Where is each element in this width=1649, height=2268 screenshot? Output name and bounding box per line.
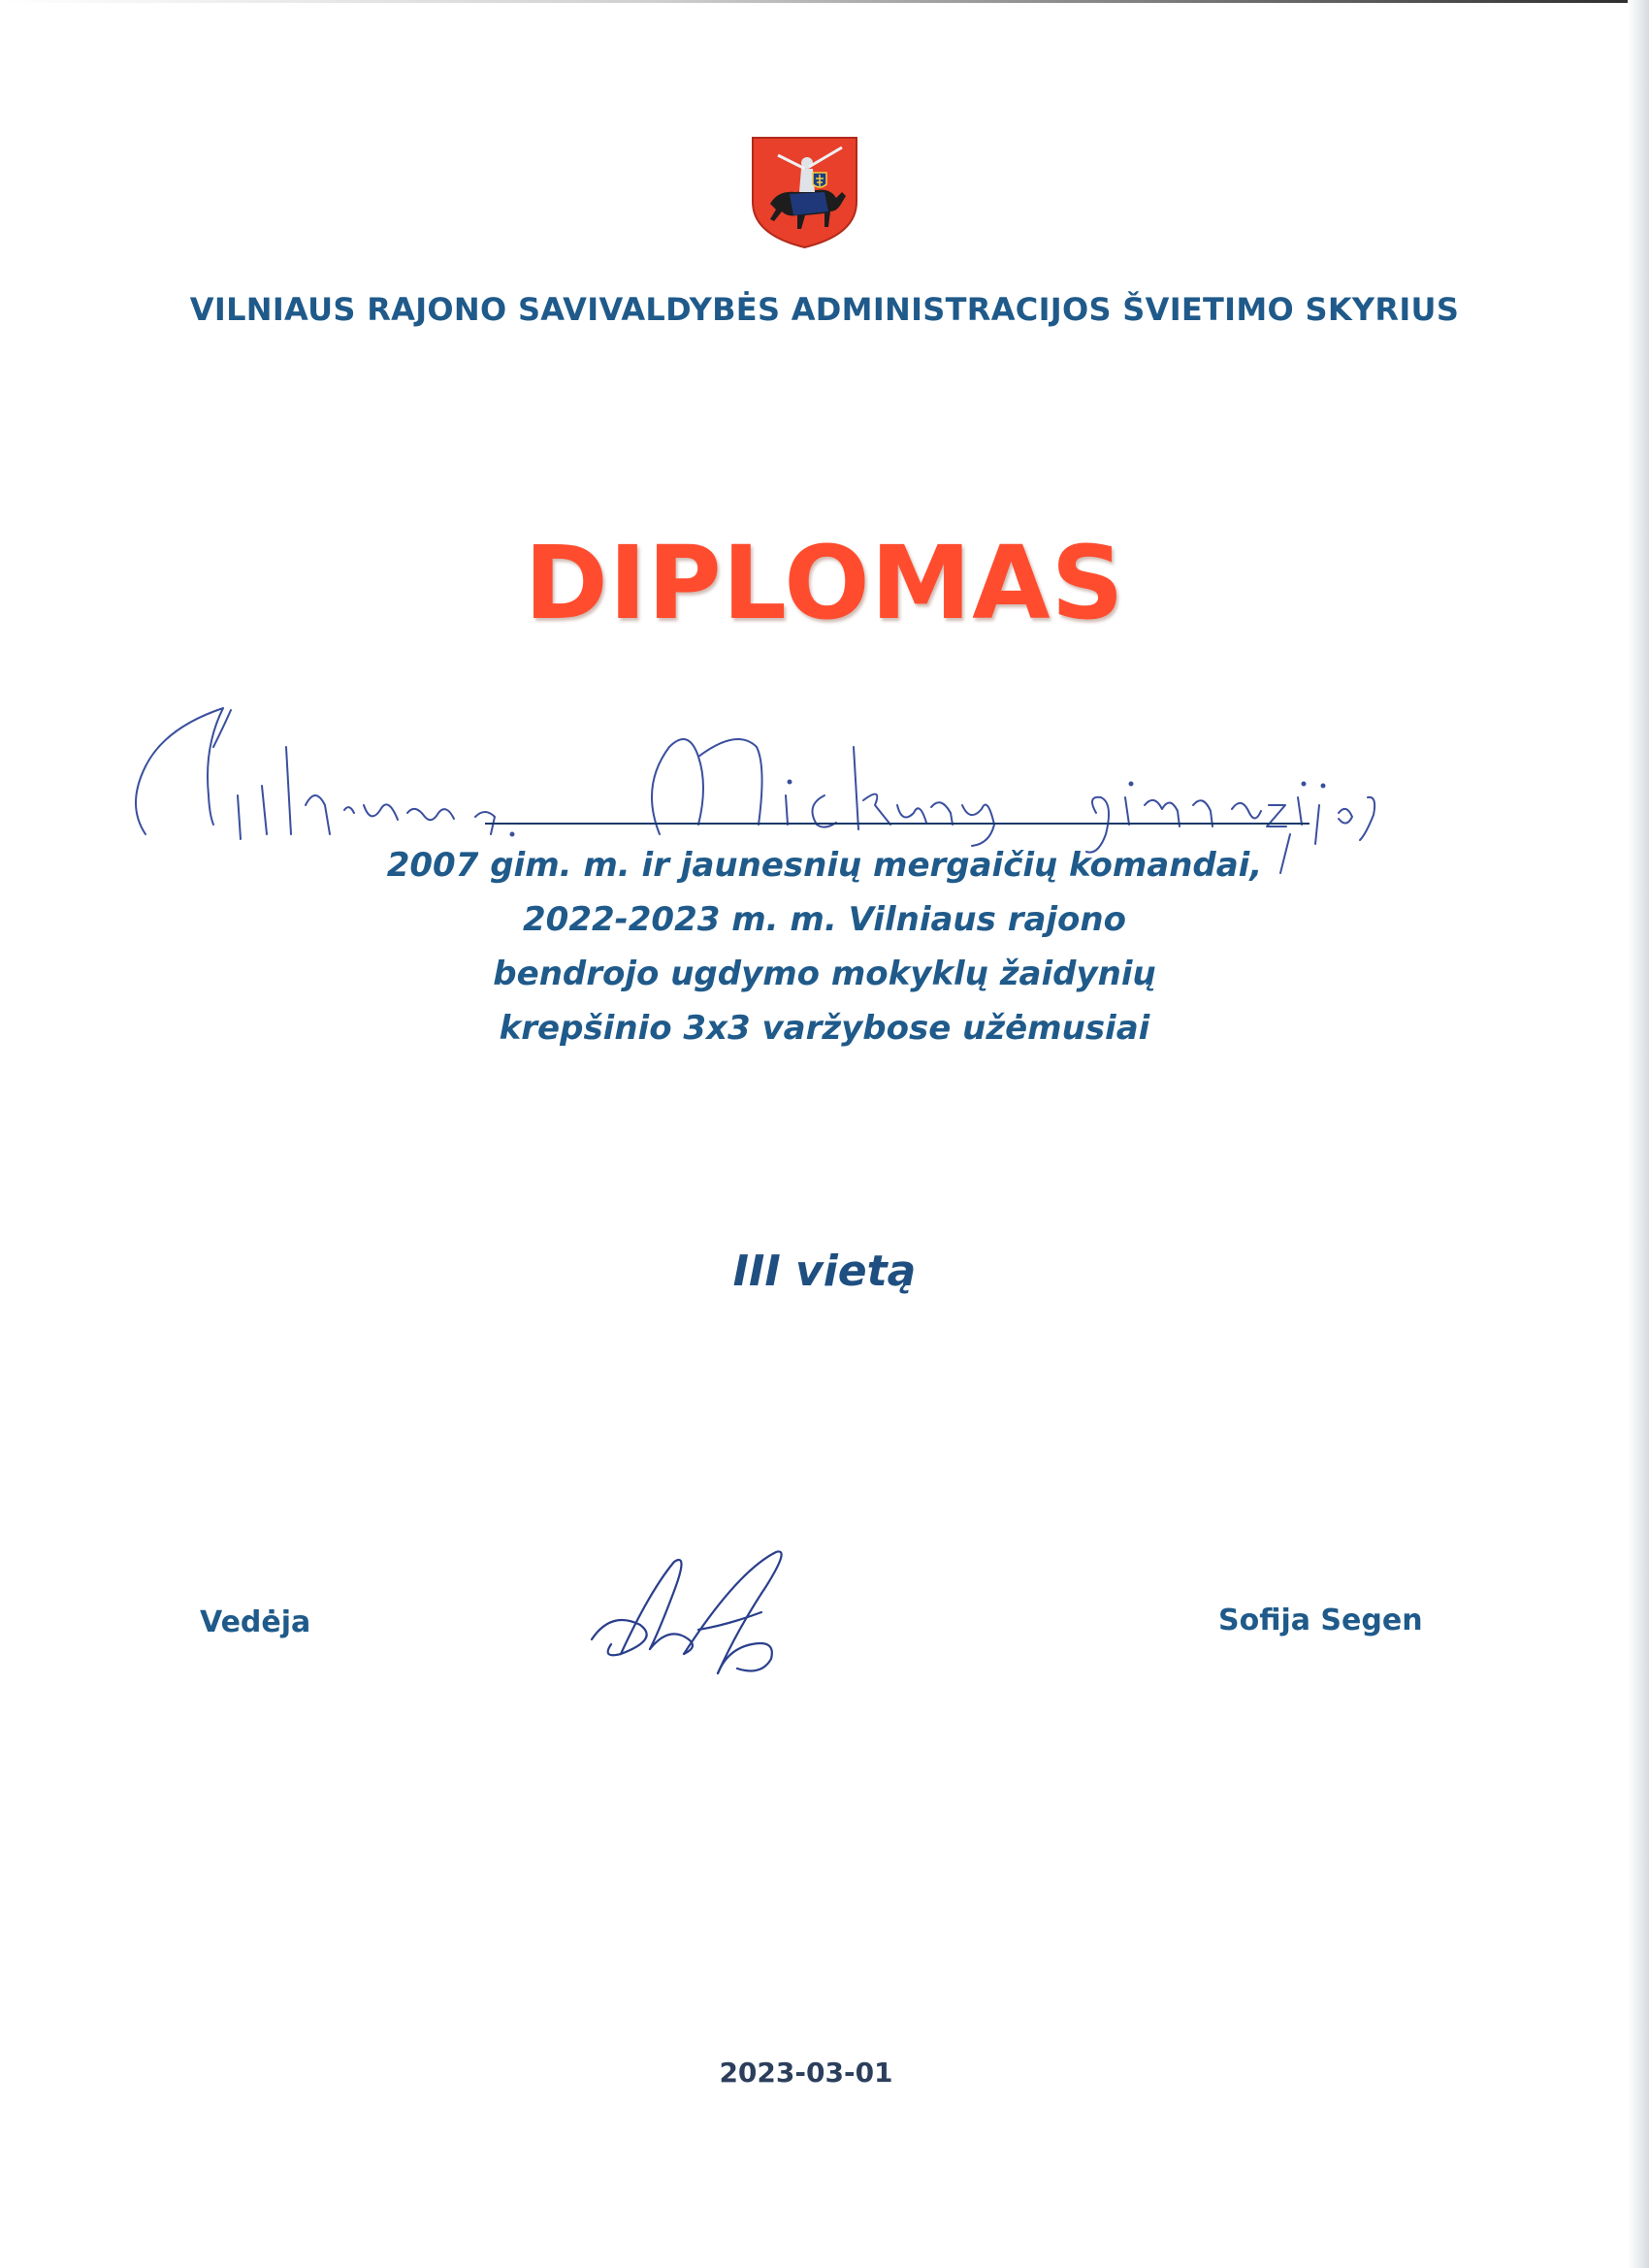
coat-of-arms-icon [749,134,860,250]
recipient-underline [485,823,1310,825]
issuing-authority: VILNIAUS RAJONO SAVIVALDYBĖS ADMINISTRACIJOS ŠVIETIMO SKYRIUS [189,291,1460,328]
diploma-title: DIPLOMAS [524,524,1125,642]
issue-date: 2023-03-01 [719,2057,893,2089]
place-awarded: III vietą [732,1247,917,1296]
body-line-3: bendrojo ugdymo mokyklų žaidynių [493,955,1156,993]
scan-edge-right [1628,0,1649,2268]
signer-role: Vedėja [200,1605,311,1639]
body-line-4: krepšinio 3x3 varžybose užėmusiai [499,1009,1150,1048]
scan-edge-top [0,0,1649,3]
body-line-1: 2007 gim. m. ir jaunesnių mergaičių komandai, [386,846,1263,885]
director-signature [582,1533,854,1688]
body-line-2: 2022-2023 m. m. Vilniaus rajono [523,900,1126,939]
signer-name: Sofija Segen [1218,1604,1423,1637]
